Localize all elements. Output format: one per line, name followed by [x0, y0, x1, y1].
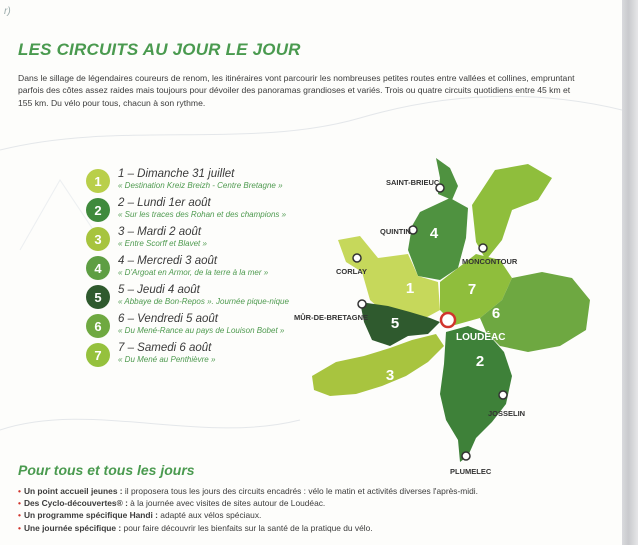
circuit-day: 7 – Samedi 6 août — [118, 342, 212, 354]
circuit-number-badge: 2 — [86, 198, 110, 222]
circuits-map — [290, 150, 615, 480]
town-label-loudeac: LOUDÉAC — [456, 332, 506, 343]
town-label-plumelec: PLUMELEC — [450, 467, 492, 476]
circuit-subtitle: « Du Mené-Rance au pays de Louison Bobet » — [118, 326, 285, 335]
map-region-number: 3 — [385, 367, 395, 384]
town-marker — [479, 244, 487, 252]
map-region-number: 6 — [491, 305, 501, 322]
town-label-saint-brieuc: SAINT-BRIEUC — [386, 178, 440, 187]
town-label-moncontour: MONCONTOUR — [462, 257, 518, 266]
map-region-number: 1 — [405, 280, 415, 297]
town-marker — [499, 391, 507, 399]
map-region-number: 7 — [467, 281, 477, 298]
circuit-number-badge: 4 — [86, 256, 110, 280]
town-label-josselin: JOSSELIN — [488, 409, 526, 418]
map-region-number: 4 — [429, 225, 439, 242]
circuit-number-badge: 7 — [86, 343, 110, 367]
map-region-number: 5 — [390, 315, 400, 332]
circuit-subtitle: « Sur les traces des Rohan et des champions » — [118, 210, 287, 219]
town-label-quintin: QUINTIN — [380, 227, 411, 236]
intro-paragraph: Dans le sillage de légendaires coureurs de renom, les itinéraires vont parcourir les nombreuses petites routes entre vallées et collines, empruntant parfois des côtes assez raides mais toujours pour dévoiler des panoramas grandioses et variés. Trois ou quatre circuits quotidiens entre 45 km et 155 km. Du vélo pour tous, chacun à son rythme. — [18, 73, 575, 108]
bullet-icon: • — [18, 510, 21, 521]
bullet-icon: • — [18, 486, 21, 496]
circuit-subtitle: « Du Mené au Penthièvre » — [118, 355, 216, 364]
list-item: • Un programme spécifique Handi : adapté aux vélos spéciaux. — [18, 510, 262, 521]
circuit-number-badge: 3 — [86, 227, 110, 251]
corner-mark: r) — [4, 6, 11, 17]
town-marker — [462, 452, 470, 460]
circuit-number-badge: 1 — [86, 169, 110, 193]
circuit-subtitle: « Abbaye de Bon-Repos ». Journée pique-nique — [118, 297, 289, 306]
bullet-icon: • — [18, 522, 21, 533]
town-marker — [353, 254, 361, 262]
circuit-day: 2 – Lundi 1er août — [118, 197, 211, 209]
feature-list — [18, 485, 478, 534]
bullet-icon: • — [18, 498, 21, 509]
map-region-number: 2 — [475, 353, 485, 370]
list-item: • Un point accueil jeunes : il proposera tous les jours des circuits encadrés : vélo le matin et activités diverses l'après-midi. — [18, 486, 478, 496]
circuit-day: 1 – Dimanche 31 juillet — [118, 168, 235, 180]
page-title: LES CIRCUITS AU JOUR LE JOUR — [18, 40, 301, 59]
circuit-number-badge: 5 — [86, 285, 110, 309]
circuit-number-badge: 6 — [86, 314, 110, 338]
list-item: • Des Cyclo-découvertes® : à la journée avec visites de sites autour de Loudéac. — [18, 498, 326, 509]
section-title: Pour tous et tous les jours — [18, 462, 195, 478]
circuit-subtitle: « D'Argoat en Armor, de la terre à la mer » — [118, 268, 269, 277]
town-marker — [358, 300, 366, 308]
circuit-day: 5 – Jeudi 4 août — [118, 284, 200, 296]
circuit-subtitle: « Destination Kreiz Breizh - Centre Bretagne » — [118, 181, 283, 190]
town-label-mur: MÛR-DE-BRETAGNE — [294, 313, 369, 322]
circuit-day: 3 – Mardi 2 août — [118, 226, 202, 238]
loudeac-marker — [441, 313, 455, 327]
circuit-day: 6 – Vendredi 5 août — [118, 313, 218, 325]
circuit-day: 4 – Mercredi 3 août — [118, 255, 218, 267]
circuit-subtitle: « Entre Scorff et Blavet » — [118, 239, 207, 248]
list-item: • Une journée spécifique : pour faire découvrir les bienfaits sur la santé de la pratique du vélo. — [18, 522, 373, 533]
map-region-3 — [312, 334, 444, 396]
town-label-corlay: CORLAY — [336, 267, 367, 276]
page-binding-edge — [622, 0, 638, 545]
